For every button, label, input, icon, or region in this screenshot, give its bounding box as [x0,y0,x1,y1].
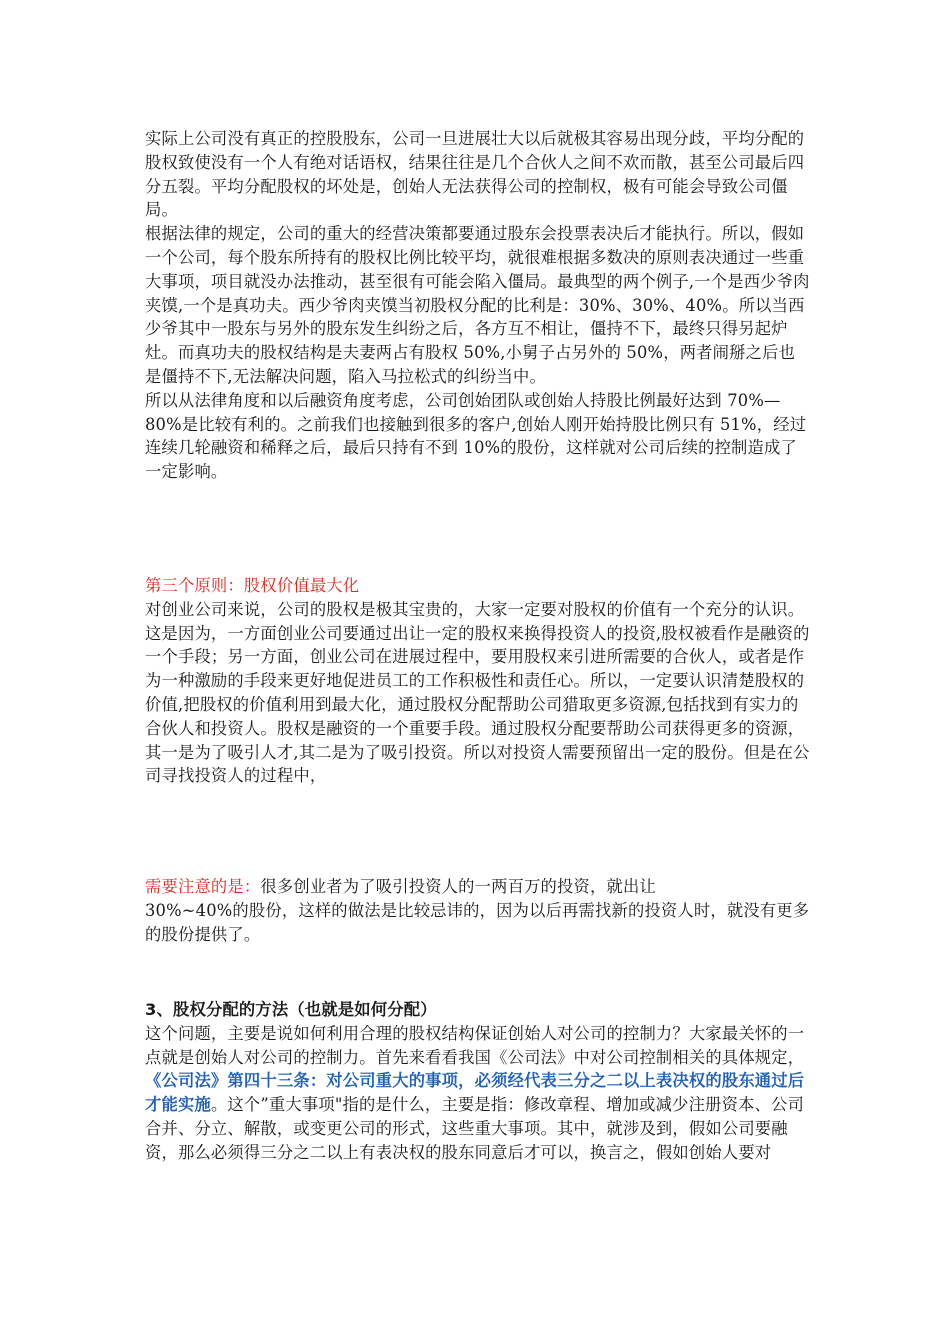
company-law-quote: 《公司法》第四十三条：对公司重大的事项，必须经代表三分之二以上表决权的股东通过后才能实施 [145,1071,805,1115]
paragraph-founder-ratio: 所以从法律角度和以后融资角度考虑，公司创始团队或创始人持股比例最好达到 70%—80%是比较有利的。之前我们也接触到很多的客户,创始人刚开始持股比例只有 51%，经过连续几轮融资和稀释之后，最后只持有不到 10%的股份，这样就对公司后续的控制造成了一定影响。 [145,390,807,482]
caution-label: 需要注意的是： [145,877,261,896]
paragraph-equal-split: 实际上公司没有真正的控股股东，公司一旦进展壮大以后就极其容易出现分歧，平均分配的股权致使没有一个人有绝对话语权，结果往往是几个合伙人之间不欢而散，甚至公司最后四分五裂。平均分配股权的坏处是，创始人无法获得公司的控制权，极有可能会导致公司僵局。 [145,129,805,220]
section-third-principle [145,574,810,788]
allocation-text-after: 。这个”重大事项"指的是什么，主要是指：修改章程、增加或减少注册资本、公司合并、分立、解散，或变更公司的形式，这些重大事项。其中，就涉及到，假如公司要融资，那么必须得三分之二以上有表决权的股东同意后才可以，换言之，假如创始人要对 [145,1095,804,1162]
paragraph-equity-value: 对创业公司来说，公司的股权是极其宝贵的，大家一定要对股权的价值有一个充分的认识。这是因为，一方面创业公司要通过出让一定的股权来换得投资人的投资,股权被看作是融资的一个手段；另一方面，创业公司在进展过程中，要用股权来引进所需要的合伙人，或者是作为一种激励的手段来更好地促进员工的工作积极性和责任心。所以，一定要认识清楚股权的价值,把股权的价值利用到最大化，通过股权分配帮助公司猎取更多资源,包括找到有实力的合伙人和投资人。股权是融资的一个重要手段。通过股权分配要帮助公司获得更多的资源，其一是为了吸引人才,其二是为了吸引投资。所以对投资人需要预留出一定的股份。但是在公司寻找投资人的过程中， [145,599,810,786]
section-caution [145,875,810,946]
caution-text-line1: 很多创业者为了吸引投资人的一两百万的投资，就出让 [260,877,656,896]
section-heading-allocation-method: 3、股权分配的方法（也就是如何分配） [145,1000,437,1019]
paragraph-allocation-method [145,1022,810,1165]
paragraph-caution [145,875,810,946]
allocation-text-before: 这个问题，主要是说如何利用合理的股权结构保证创始人对公司的控制力？大家最关怀的一点就是创始人对公司的控制力。首先来看看我国《公司法》中对公司控制相关的具体规定， [145,1023,805,1067]
section-heading-third-principle: 第三个原则：股权价值最大化 [145,576,360,595]
section-equity-control [145,127,810,484]
paragraph-legal-rules: 根据法律的规定，公司的重大的经营决策都要通过股东会投票表决后才能执行。所以，假如一个公司，每个股东所持有的股权比例比较平均，就很难根据多数决的原则表决通过一些重大事项，项目就没办法推动，甚至很有可能会陷入僵局。最典型的两个例子,一个是西少爷肉夹馍,一个是真功夫。西少爷肉夹馍当初股权分配的比利是：30%、30%、40%。所以当西少爷其中一股东与另外的股东发生纠纷之后，各方互不相让，僵持不下，最终只得另起炉灶。而真功夫的股权结构是夫妻两占有股权 50%,小舅子占另外的 50%，两者闹掰之后也是僵持不下,无法解决问题，陷入马拉松式的纠纷当中。 [145,224,810,386]
caution-text-rest: 30%~40%的股份，这样的做法是比较忌讳的，因为以后再需找新的投资人时，就没有更多的股份提供了。 [145,900,810,944]
section-allocation-method [145,998,810,1165]
